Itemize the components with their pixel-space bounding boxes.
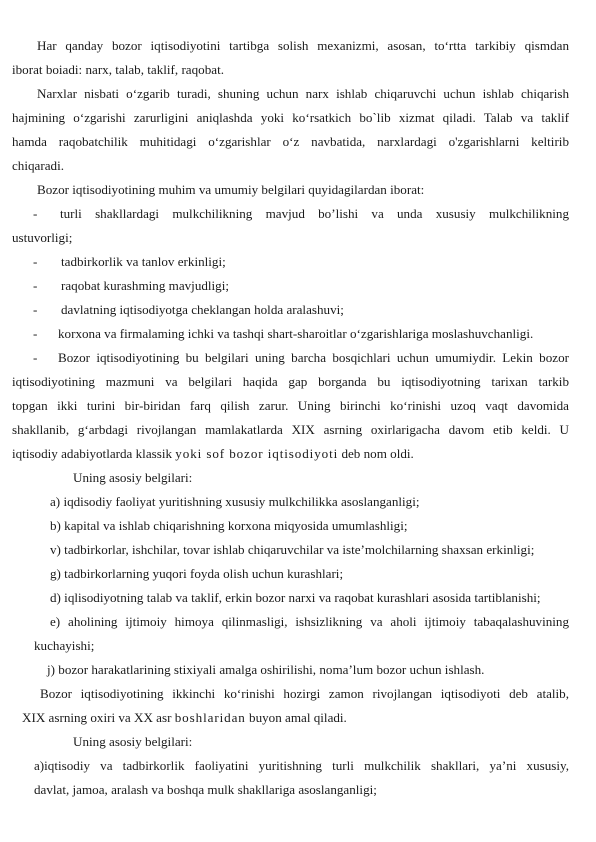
list-item: d) iqlisodiyotning talab va taklif, erkin bozor narxi va raqobat kurashlari asosida tartiblanishi;: [50, 590, 541, 605]
list-dash: -: [33, 254, 38, 269]
list-item: raqobat kurashming mavjudligi;: [61, 278, 230, 293]
list-item: davlatning iqtisodiyotga cheklangan holda aralashuvi;: [61, 302, 344, 317]
text-run: deb nom oldi.: [341, 446, 414, 461]
list-item: turli shakllardagi mulkchilikning mavjud bo’lishi va unda xususiy mulkchilikning: [60, 206, 569, 221]
list-item-cont: davlat, jamoa, aralash va boshqa mulk shakllariga asoslanganligi;: [34, 782, 377, 797]
list-dash: -: [33, 278, 38, 293]
list-dash: -: [33, 326, 38, 341]
paragraph-line: Bozor iqtisodiyotining ikkinchi ko‘rinishi hozirgi zamon rivojlangan iqtisodiyoti deb atalib,: [40, 686, 569, 701]
text-run: XIX asrning oxiri va XX asr: [22, 710, 172, 725]
spaced-term: yoki sof bozor iqtisodiyoti: [175, 446, 339, 461]
spaced-term: boshlaridan: [174, 710, 246, 725]
text-run: iqtisodiy adabiyotlarda klassik: [12, 446, 173, 461]
paragraph-line: iborat boiadi: narx, talab, taklif, raqobat.: [12, 62, 224, 77]
list-dash: -: [33, 302, 38, 317]
list-item: tadbirkorlik va tanlov erkinligi;: [61, 254, 226, 269]
list-dash: -: [33, 350, 38, 365]
paragraph-line: Har qanday bozor iqtisodiyotini tartibga solish mexanizmi, asosan, to‘rtta tarkibiy qismdan: [37, 38, 569, 53]
list-dash: -: [33, 206, 38, 221]
list-item: j) bozor harakatlarining stixiyali amalga oshirilishi, noma’lum bozor uchun ishlash.: [47, 662, 485, 677]
paragraph-line: Bozor iqtisodiyotining muhim va umumiy belgilari quyidagilardan iborat:: [37, 182, 425, 197]
list-item-cont: kuchayishi;: [34, 638, 95, 653]
list-item: e) aholining ijtimoiy himoya qilinmasligi, ishsizlikning va aholi ijtimoiy tabaqalashuvining: [50, 614, 569, 629]
paragraph-line: shakllanib, g‘arbdagi rivojlangan mamlakatlarda XIX asrning oxirlarigacha davom etib keldi. U: [12, 422, 569, 437]
paragraph-line: hajmining o‘zgarishi zarurligini aniqlashda yoki ko‘rsatkich bo`lib xizmat qiladi. Talab va taklif: [12, 110, 569, 125]
list-item: g) tadbirkorlarning yuqori foyda olish uchun kurashlari;: [50, 566, 344, 581]
list-item: b) kapital va ishlab chiqarishning korxona miqyosida umumlashligi;: [50, 518, 408, 533]
list-item: a)iqtisodiy va tadbirkorlik faoliyatini yuritishning turli mulkchilik shakllari, ya’ni xususiy,: [34, 758, 569, 773]
paragraph-line: topgan ikki turini bir-biridan farq qilish zarur. Uning birinchi ko‘rinishi uzoq vaqt davomida: [12, 398, 569, 413]
paragraph-line: Narxlar nisbati o‘zgarib turadi, shuning uchun narx ishlab chiqaruvchi uchun ishlab chiqarish: [37, 86, 569, 101]
section-heading: Uning asosiy belgilari:: [73, 470, 193, 485]
paragraph-line: iqtisodiyotining mazmuni va belgilari haqida gap borganda bu iqtisodiyotning tarixan tarkib: [12, 374, 569, 389]
list-item: v) tadbirkorlar, ishchilar, tovar ishlab chiqaruvchilar va iste’molchilarning shaxsan erkinligi;: [50, 542, 535, 557]
text-run: buyon amal qiladi.: [249, 710, 347, 725]
list-item: korxona va firmalaming ichki va tashqi shart-sharoitlar o‘zgarishlariga moslashuvchanligi.: [58, 326, 534, 341]
list-item: Bozor iqtisodiyotining bu belgilari uning barcha bosqichlari uchun umumiydir. Lekin bozor: [58, 350, 569, 365]
paragraph-line: [22, 710, 347, 726]
section-heading: Uning asosiy belgilari:: [73, 734, 193, 749]
paragraph-line: hamda raqobatchilik muhitidagi o‘zgarishlar o‘z navbatida, narxlardagi o'zgarishlarni keltirib: [12, 134, 569, 149]
list-item-cont: ustuvorligi;: [12, 230, 73, 245]
list-item: a) iqdisodiy faoliyat yuritishning xususiy mulkchilikka asoslanganligi;: [50, 494, 420, 509]
paragraph-line: [12, 446, 414, 462]
paragraph-line: chiqaradi.: [12, 158, 64, 173]
